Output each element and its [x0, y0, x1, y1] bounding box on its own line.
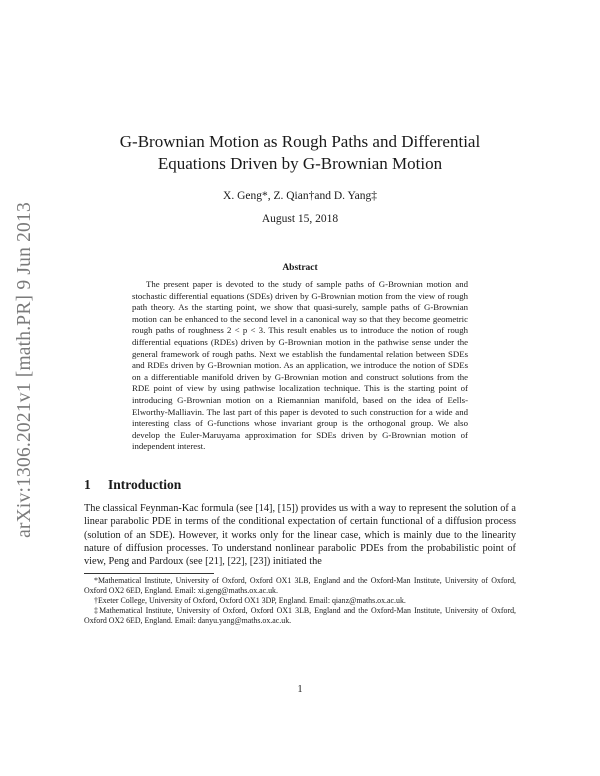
- section-number: 1: [84, 477, 91, 492]
- footnote-rule: [84, 573, 214, 574]
- paper-date: August 15, 2018: [261, 213, 339, 225]
- footnote-1: *Mathematical Institute, University of Oxford, Oxford OX1 3LB, England and the Oxford-Man Institute, University of Oxford, Oxford OX2 6ED, England. Email: xi.geng@maths.ox.ac.uk.: [84, 576, 516, 595]
- footnote-2: †Exeter College, University of Oxford, Oxford OX1 3DP, England. Email: qianz@maths.ox.ac.uk.: [94, 596, 406, 605]
- arxiv-id: arXiv:1306.2021v1 [math.PR] 9 Jun 2013: [14, 202, 35, 538]
- authors: X. Geng*, Z. Qian†and D. Yang‡: [223, 190, 377, 202]
- section-heading: [84, 477, 181, 493]
- section-title: Introduction: [108, 477, 182, 492]
- footnote-3: ‡Mathematical Institute, University of Oxford, Oxford OX1 3LB, England and the Oxford-Man Institute, University of Oxford, Oxford OX2 6ED, England. Email: danyu.yang@maths.ox.ac.uk.: [84, 606, 516, 625]
- footnotes: [84, 576, 516, 626]
- abstract-heading: Abstract: [282, 263, 318, 273]
- paper-title: [60, 131, 540, 175]
- page-number: 1: [297, 684, 303, 695]
- title-line-1: G-Brownian Motion as Rough Paths and Differential: [119, 132, 481, 151]
- title-line-2: Equations Driven by G-Brownian Motion: [157, 154, 443, 173]
- abstract-text: The present paper is devoted to the study of sample paths of G-Brownian motion and stochastic differential equations (SDEs) driven by G-Brownian motion from the view of rough path theory. As the starting point, we show that quasi-surely, sample paths of G-Brownian motion can be enhanced to the second level in a canonical way so that they become geometric rough paths of roughness 2 < p < 3. This result enables us to introduce the notion of rough differential equations (RDEs) driven by G-Brownian motion in the pathwise sense under the general framework of rough paths. Next we establish the fundamental relation between SDEs and RDEs driven by G-Brownian motion. As an application, we introduce the notion of SDEs on a differentiable manifold driven by G-Brownian motion and construct solutions from the RDE point of view by using pathwise localization technique. This is the starting point of introducing G-Brownian motion on a Riemannian manifold, based on the idea of Eells-Elworthy-Malliavin. The last part of this paper is devoted to such construction for a wide and interesting class of G-functions whose invariant group is the orthogonal group. We also develop the Euler-Maruyama approximation for SDEs driven by G-Brownian motion of independent interest.: [132, 279, 468, 452]
- arxiv-side-stamp: [12, 175, 38, 565]
- intro-paragraph: The classical Feynman-Kac formula (see [14], [15]) provides us with a way to represent the solution of a linear parabolic PDE in terms of the conditional expectation of certain functional of a diffusion process (solution of an SDE). However, it works only for the linear case, which is mainly due to the linearity nature of diffusion processes. To understand nonlinear parabolic PDEs from the probabilistic point of view, Peng and Pardoux (see [21], [22], [23]) initiated the: [84, 503, 516, 568]
